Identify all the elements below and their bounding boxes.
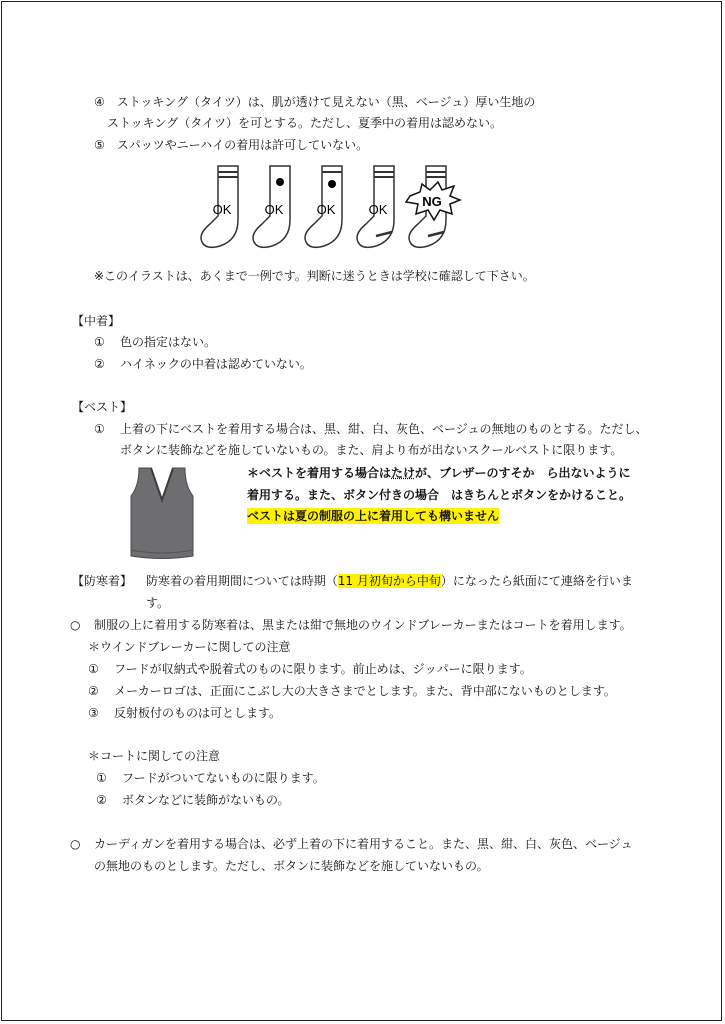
nakagi-item-1: [94, 334, 216, 350]
windbreaker-item-3-text: 反射板付のものは可とします。: [114, 706, 282, 720]
socks-note: ※このイラストは、あくまで一例です。判断に迷うときは学校に確認して下さい。: [94, 269, 535, 283]
socks-illustration: [192, 162, 477, 257]
winter-intro-a: 防寒着の着用期間については時期（: [146, 574, 338, 588]
windbreaker-item-2-num: ②: [88, 684, 99, 698]
winter-bullet-2-symbol: ○: [70, 837, 81, 851]
stockings-item4-line1: ④ ストッキング（タイツ）は、肌が透けて見えない（黒、ベージュ）厚い生地の: [94, 95, 536, 109]
vest-image: [127, 464, 197, 562]
winter-intro-b: ）になったら紙面にて連絡を行いま: [440, 574, 633, 588]
sock-ok-plain-icon: [201, 166, 238, 247]
coat-item-2-text: ボタンなどに装飾がないもの。: [122, 793, 290, 807]
coat-item-1: [96, 770, 325, 786]
sock-label-2: OK: [264, 202, 284, 217]
windbreaker-title: ＊ウインドブレーカーに関しての注意: [88, 640, 291, 654]
coat-item-1-num: ①: [96, 771, 107, 785]
vest-item1-num: ①: [94, 422, 105, 436]
nakagi-item-2-num: ②: [94, 357, 105, 371]
vest-item1-line2: ボタンに装飾などを施していないもの。また、肩より布が出ないスクールベストに限ります。: [120, 443, 623, 457]
windbreaker-item-3-num: ③: [88, 706, 99, 720]
coat-item-2: [96, 792, 290, 808]
winter-bullet-2-line1: カーディガンを着用する場合は、必ず上着の下に着用すること。また、黒、紺、白、灰色、ベージュ: [94, 837, 633, 851]
winter-heading: 【防寒着】: [72, 574, 133, 588]
stockings-item4-line2: ストッキング（タイツ）を可とする。ただし、夏季中の着用は認めない。: [107, 116, 503, 130]
winter-intro: [146, 573, 633, 589]
sock-ok-line-dot-icon: [305, 166, 342, 247]
nakagi-item-1-num: ①: [94, 335, 105, 349]
windbreaker-item-1: [88, 661, 532, 677]
vest-item1-text: 上着の下にベストを着用する場合は、黒、紺、白、灰色、ベージュの無地のものとする。ただし、: [120, 422, 648, 436]
winter-bullet-2-line2: の無地のものとします。ただし、ボタンに装飾などを施していないもの。: [94, 859, 489, 873]
coat-title: ＊コートに関しての注意: [88, 749, 221, 763]
vest-note-line1: [247, 465, 631, 481]
vest-note-line2: 着用する。また、ボタン付きの場合 はきちんとボタンをかけること。: [247, 488, 632, 502]
windbreaker-item-1-text: フードが収納式や脱着式のものに限ります。前止めは、ジッパーに限ります。: [114, 662, 532, 676]
winter-intro-period: 11 月初旬から中旬: [337, 574, 441, 588]
windbreaker-item-3: [88, 705, 281, 721]
vest-note-take: たけ: [391, 466, 416, 480]
sock-ok-lines-icon: [357, 166, 394, 247]
nakagi-heading: 【中着】: [72, 314, 121, 328]
sock-ok-dot-icon: [253, 166, 290, 247]
winter-intro-c: す。: [146, 596, 170, 610]
vest-note-line1b: が、ブレザーのすそか ら出ないように: [415, 466, 631, 480]
windbreaker-item-1-num: ①: [88, 662, 99, 676]
windbreaker-item-2-text: メーカーロゴは、正面にこぶし大の大きさまでとします。また、背中部にないものとします。: [114, 684, 616, 698]
stockings-item5: ⑤ スパッツやニーハイの着用は許可していない。: [94, 138, 369, 152]
vest-heading: 【ベスト】: [72, 400, 133, 414]
vest-note-line1a: ＊ベストを着用する場合は: [247, 466, 392, 480]
sock-label-3: OK: [316, 202, 336, 217]
coat-item-1-text: フードがついてないものに限ります。: [122, 771, 325, 785]
document-page: [1, 1, 722, 1021]
vest-note-highlight: ベストは夏の制服の上に着用しても構いません: [247, 509, 500, 523]
windbreaker-item-2: [88, 683, 616, 699]
nakagi-item-2-text: ハイネックの中着は認めていない。: [120, 357, 312, 371]
coat-item-2-num: ②: [96, 793, 107, 807]
sock-label-5: NG: [422, 194, 442, 209]
winter-bullet-1-symbol: ○: [70, 618, 81, 632]
nakagi-item-1-text: 色の指定はない。: [120, 335, 217, 349]
sock-ng-icon: [406, 166, 460, 247]
sock-label-4: OK: [368, 202, 388, 217]
nakagi-item-2: [94, 356, 312, 372]
sock-label-1: OK: [212, 202, 232, 217]
vest-item1-line1: [94, 421, 648, 437]
winter-bullet-1: 制服の上に着用する防寒着は、黒または紺で無地のウインドブレーカーまたはコートを着用します。: [94, 618, 632, 632]
